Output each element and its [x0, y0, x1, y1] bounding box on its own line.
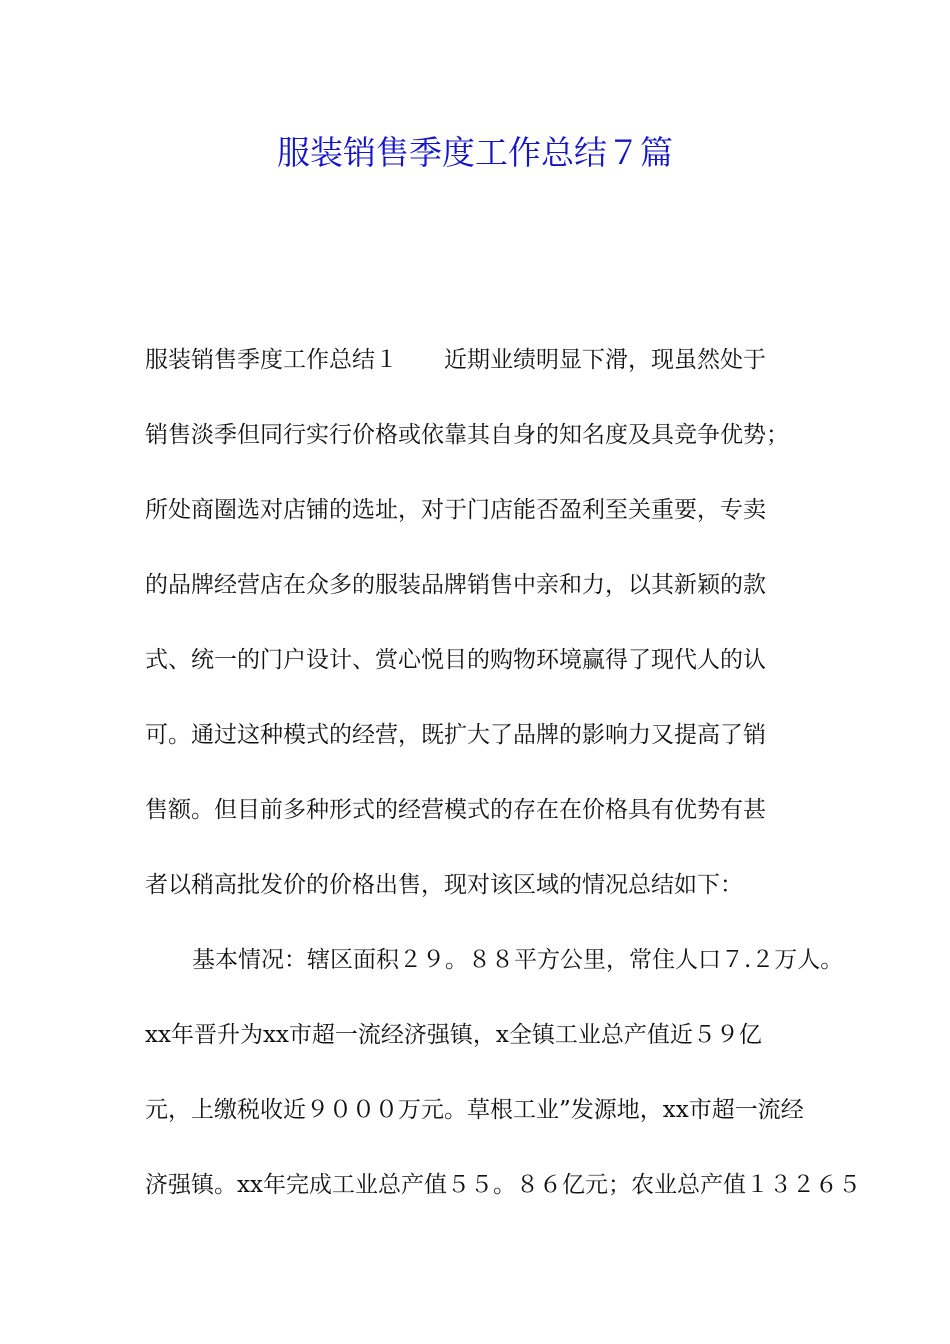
body-line: 服装销售季度工作总结１ 近期业绩明显下滑，现虽然处于 [145, 347, 766, 373]
body-line: 可。通过这种模式的经营，既扩大了品牌的影响力又提高了销 [145, 722, 766, 748]
document-body [145, 340, 861, 1240]
body-line: 式、统一的门户设计、赏心悦目的购物环境赢得了现代人的认 [145, 647, 766, 673]
paragraph-start-line: 基本情况：辖区面积２９。８８平方公里，常住人口７.２万人。 [192, 947, 844, 973]
body-line: 元，上缴税收近９０００万元。草根工业”发源地，xx市超一流经 [145, 1097, 804, 1123]
body-line: 济强镇。xx年完成工业总产值５５。８６亿元；农业总产值１３２６５ [145, 1172, 861, 1198]
body-line: 所处商圈选对店铺的选址，对于门店能否盈利至关重要，专卖 [145, 497, 766, 523]
document-title: 服装销售季度工作总结７篇 [277, 133, 673, 172]
body-line: xx年晋升为xx市超一流经济强镇，x全镇工业总产值近５９亿 [145, 1022, 762, 1048]
body-line: 的品牌经营店在众多的服装品牌销售中亲和力，以其新颖的款 [145, 572, 766, 598]
body-line: 者以稍高批发价的价格出售，现对该区域的情况总结如下： [145, 872, 743, 898]
body-line: 销售淡季但同行实行价格或依靠其自身的知名度及具竞争优势； [145, 422, 789, 448]
body-line: 售额。但目前多种形式的经营模式的存在在价格具有优势有甚 [145, 797, 766, 823]
